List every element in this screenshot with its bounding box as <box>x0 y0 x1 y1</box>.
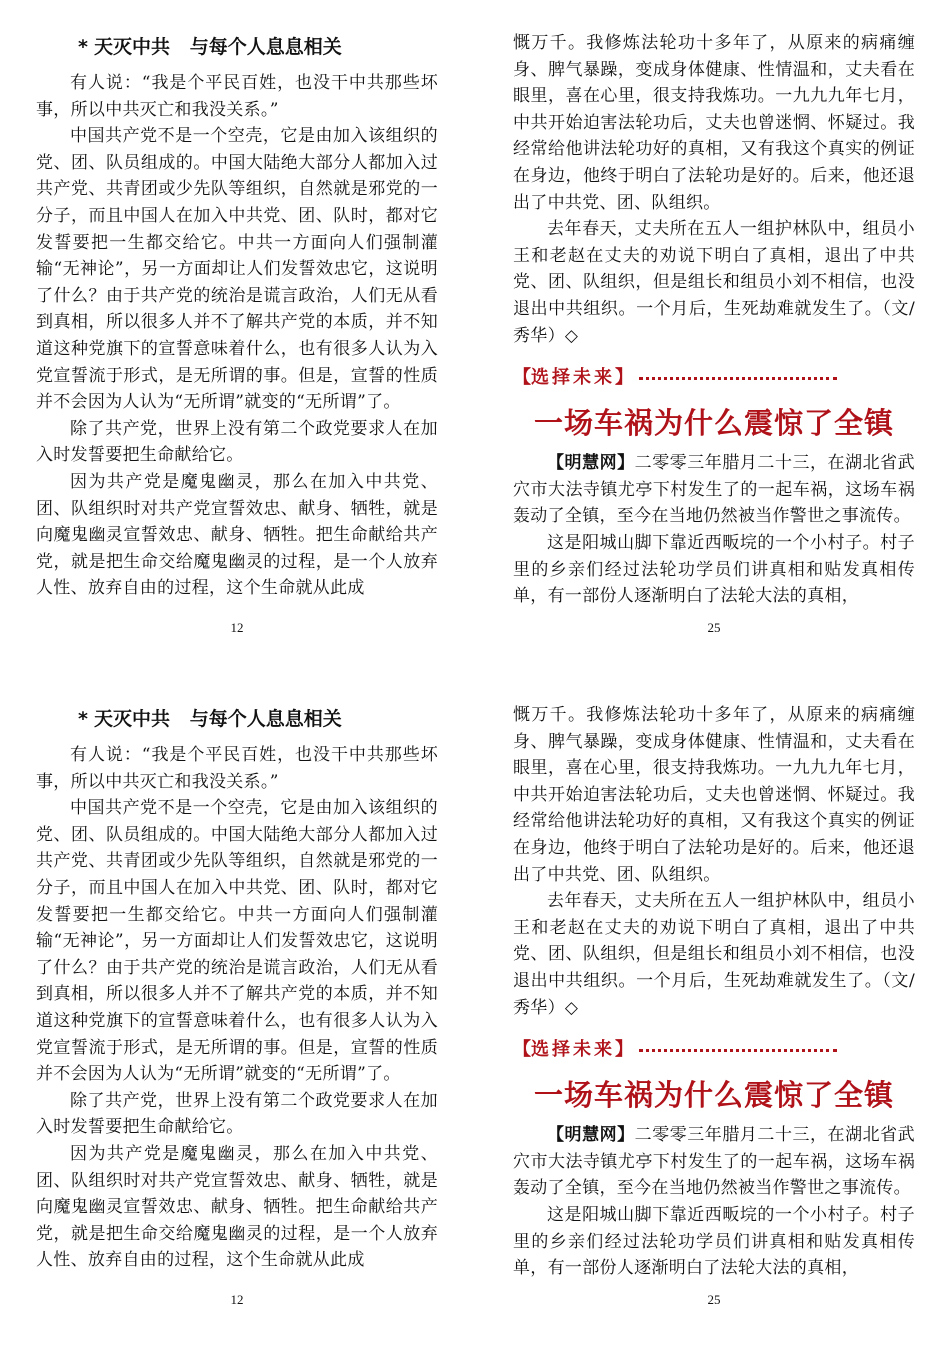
paragraph: 去年春天，丈夫所在五人一组护林队中，组员小王和老赵在丈夫的劝说下明白了真相，退出了中共党、团、队组织，但是组长和组员小刘不相信，也没退出中共组织。一个月后，生死劫难就发生了。（文/秀华）◇ <box>513 219 915 346</box>
tag-bracket-open: 【 <box>513 1039 531 1061</box>
chapter-star: * <box>78 708 88 730</box>
paragraph: 除了共产党，世界上没有第二个政党要求人在加入时发誓要把生命献给它。 <box>36 1090 438 1138</box>
chapter-heading <box>36 30 438 70</box>
right-continued-text <box>513 30 915 349</box>
tag-bracket-open: 【 <box>513 367 531 389</box>
page-spread-bottom <box>0 672 950 1344</box>
article-body <box>513 450 915 610</box>
article-body <box>513 1122 915 1282</box>
page-number: 25 <box>707 620 721 635</box>
paragraph: 中国共产党不是一个空壳，它是由加入该组织的党、团、队员组成的。中国大陆绝大部分人都加入过共产党、共青团或少先队等组织，自然就是邪党的一分子，而且中国人在加入中共党、团、队时，都对它发誓要把一生都交给它。中共一方面向人们强制灌输“无神论”，另一方面却让人们发誓效忠它，这说明了什么？由于共产党的统治是谎言政治，人们无从看到真相，所以很多人并不了解共产党的本质，并不知道这种党旗下的宣誓意味着什么，也有很多人认为入党宣誓流于形式，是无所谓的事。但是，宣誓的性质并不会因为人认为“无所谓”就变的“无所谓”了。 <box>36 798 438 1085</box>
article-lead <box>513 1122 915 1202</box>
paragraph: 这是阳城山脚下靠近西畈垸的一个小村子。村子里的乡亲们经过法轮功学员们讲真相和贴发真相传单，有一部份人逐渐明白了法轮大法的真相， <box>513 1204 915 1279</box>
article-lead <box>513 450 915 530</box>
article-source: 【明慧网】 <box>547 1125 635 1146</box>
paragraph: 去年春天，丈夫所在五人一组护林队中，组员小王和老赵在丈夫的劝说下明白了真相，退出了中共党、团、队组织，但是组长和组员小刘不相信，也没退出中共组织。一个月后，生死劫难就发生了。（文/秀华）◇ <box>513 891 915 1018</box>
paragraph: 有人说：“我是个平民百姓，也没干中共那些坏事，所以中共灭亡和我没关系。” <box>36 745 438 792</box>
article-source: 【明慧网】 <box>547 453 635 474</box>
left-page <box>36 702 438 1274</box>
tag-bracket-close: 】 <box>615 1039 633 1061</box>
page-spread-top <box>0 0 950 672</box>
dotted-rule <box>639 1049 837 1052</box>
right-continued-text <box>513 702 915 1021</box>
paragraph: 因为共产党是魔鬼幽灵，那么在加入中共党、团、队组织时对共产党宣誓效忠、献身、牺牲，就是向魔鬼幽灵宣誓效忠、献身、牺牲。把生命献给共产党，就是把生命交给魔鬼幽灵的过程，是一个人放弃人性、放弃自由的过程，这个生命就从此成 <box>36 1143 438 1271</box>
article-lead-text: 二零零三年腊月二十三，在湖北省武穴市大法寺镇尤亭下村发生了的一起车祸，这场车祸轰动了全镇，至今在当地仍然被当作警世之事流传。 <box>513 1125 915 1199</box>
page-number: 25 <box>707 1292 721 1307</box>
section-tag <box>513 361 915 391</box>
left-body-text <box>36 70 438 602</box>
right-page <box>513 30 915 610</box>
dotted-rule <box>639 377 837 380</box>
paragraph: 有人说：“我是个平民百姓，也没干中共那些坏事，所以中共灭亡和我没关系。” <box>36 73 438 120</box>
chapter-title: 天灭中共 与每个人息息相关 <box>93 36 342 58</box>
paragraph: 慨万千。我修炼法轮功十多年了，从原来的病痛缠身、脾气暴躁，变成身体健康、性情温和，丈夫看在眼里，喜在心里，很支持我炼功。一九九九年七月，中共开始迫害法轮功后，丈夫也曾迷惘、怀疑过。我经常给他讲法轮功好的真相，又有我这个真实的例证在身边，他终于明白了法轮功是好的。后来，他还退出了中共党、团、队组织。 <box>513 705 915 885</box>
chapter-title: 天灭中共 与每个人息息相关 <box>93 708 342 730</box>
paragraph: 中国共产党不是一个空壳，它是由加入该组织的党、团、队员组成的。中国大陆绝大部分人都加入过共产党、共青团或少先队等组织，自然就是邪党的一分子，而且中国人在加入中共党、团、队时，都对它发誓要把一生都交给它。中共一方面向人们强制灌输“无神论”，另一方面却让人们发誓效忠它，这说明了什么？由于共产党的统治是谎言政治，人们无从看到真相，所以很多人并不了解共产党的本质，并不知道这种党旗下的宣誓意味着什么，也有很多人认为入党宣誓流于形式，是无所谓的事。但是，宣誓的性质并不会因为人认为“无所谓”就变的“无所谓”了。 <box>36 126 438 413</box>
page-number: 12 <box>230 1292 244 1307</box>
section-tag <box>513 1033 915 1063</box>
page-number: 12 <box>230 620 244 635</box>
paragraph: 这是阳城山脚下靠近西畈垸的一个小村子。村子里的乡亲们经过法轮功学员们讲真相和贴发真相传单，有一部份人逐渐明白了法轮大法的真相， <box>513 532 915 607</box>
chapter-heading <box>36 702 438 742</box>
tag-bracket-close: 】 <box>615 367 633 389</box>
paragraph: 除了共产党，世界上没有第二个政党要求人在加入时发誓要把生命献给它。 <box>36 418 438 466</box>
left-page <box>36 30 438 602</box>
left-body-text <box>36 742 438 1274</box>
right-page <box>513 702 915 1282</box>
paragraph: 慨万千。我修炼法轮功十多年了，从原来的病痛缠身、脾气暴躁，变成身体健康、性情温和，丈夫看在眼里，喜在心里，很支持我炼功。一九九九年七月，中共开始迫害法轮功后，丈夫也曾迷惘、怀疑过。我经常给他讲法轮功好的真相，又有我这个真实的例证在身边，他终于明白了法轮功是好的。后来，他还退出了中共党、团、队组织。 <box>513 33 915 213</box>
chapter-star: * <box>78 36 88 58</box>
paragraph: 因为共产党是魔鬼幽灵，那么在加入中共党、团、队组织时对共产党宣誓效忠、献身、牺牲，就是向魔鬼幽灵宣誓效忠、献身、牺牲。把生命献给共产党，就是把生命交给魔鬼幽灵的过程，是一个人放弃人性、放弃自由的过程，这个生命就从此成 <box>36 471 438 599</box>
section-tag-label: 选择未来 <box>531 367 615 389</box>
article-lead-text: 二零零三年腊月二十三，在湖北省武穴市大法寺镇尤亭下村发生了的一起车祸，这场车祸轰动了全镇，至今在当地仍然被当作警世之事流传。 <box>513 453 915 527</box>
section-tag-label: 选择未来 <box>531 1039 615 1061</box>
article-headline: 一场车祸为什么震惊了全镇 <box>533 406 894 441</box>
article-headline: 一场车祸为什么震惊了全镇 <box>533 1078 894 1113</box>
